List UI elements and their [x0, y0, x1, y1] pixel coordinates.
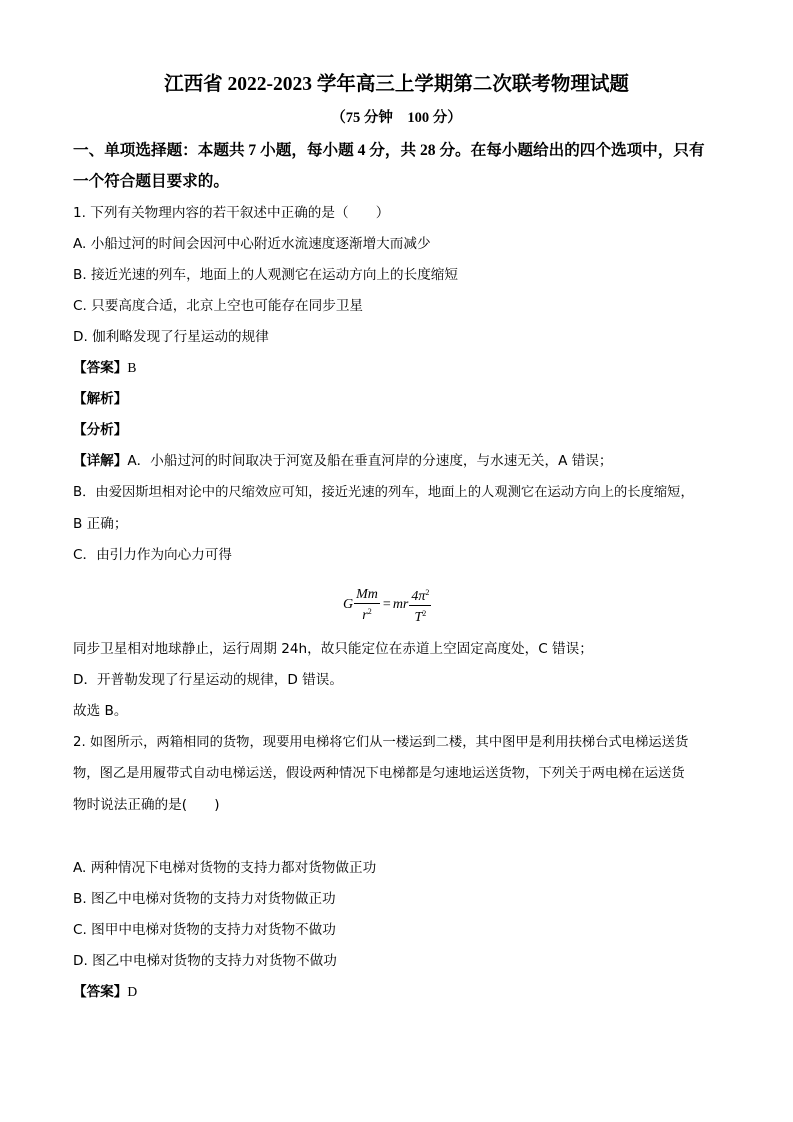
q2-option-d: D. 图乙中电梯对货物的支持力对货物不做功 — [73, 953, 337, 969]
formula-mr: mr — [392, 597, 409, 612]
q1-detail-b-line-2: B 正确； — [73, 516, 128, 532]
q1-option-d: D. 伽利略发现了行星运动的规律 — [73, 329, 269, 345]
formula-num-2: $4\pi^2$ — [409, 585, 431, 606]
q1-detail-tag: 【详解】 — [73, 453, 128, 469]
formula-den-1: $r^2$ — [362, 606, 372, 623]
q2-stem-line-3: 物时说法正确的是( ) — [73, 797, 220, 813]
q1-after-formula: 同步卫星相对地球静止，运行周期 24h，故只能定位在赤道上空固定高度处，C 错误； — [73, 641, 593, 657]
formula-den-2: $T^2$ — [414, 608, 427, 625]
q1-jiexi-tag: 【解析】 — [73, 391, 128, 407]
page-subtitle: （75 分钟 100 分） — [331, 110, 462, 126]
formula-num-1: Mm — [356, 586, 378, 602]
q1-option-b: B. 接近光速的列车，地面上的人观测它在运动方向上的长度缩短 — [73, 267, 458, 283]
q1-answer-tag: 【答案】 — [73, 360, 128, 376]
page-title: 江西省 2022-2023 学年高三上学期第二次联考物理试题 — [164, 74, 629, 95]
q1-detail-a-text: A．小船过河的时间取决于河宽及船在垂直河岸的分速度，与水速无关，A 错误； — [127, 453, 613, 469]
formula-equals: = — [382, 597, 391, 612]
q2-option-c: C. 图甲中电梯对货物的支持力对货物不做功 — [73, 922, 336, 938]
section-heading-line-1: 一、单项选择题：本题共 7 小题，每小题 4 分，共 28 分。在每小题给出的四个选项中，只有 — [73, 142, 705, 159]
q1-answer — [73, 359, 136, 377]
q1-option-a: A. 小船过河的时间会因河中心附近水流速度逐渐增大而减少 — [73, 236, 431, 252]
q2-answer — [73, 983, 137, 1001]
q1-conclusion: 故选 B。 — [73, 703, 128, 719]
section-heading-line-2: 一个符合题目要求的。 — [73, 173, 229, 190]
gravitation-formula — [343, 585, 432, 625]
q2-stem-line-2: 物，图乙是用履带式自动电梯运送，假设两种情况下电梯都是匀速地运送货物，下列关于两电梯在运送货 — [73, 766, 685, 781]
q1-detail-d: D．开普勒发现了行星运动的规律，D 错误。 — [73, 672, 343, 688]
q2-answer-value: D — [127, 984, 138, 999]
q2-option-b: B. 图乙中电梯对货物的支持力对货物做正功 — [73, 891, 336, 907]
q1-stem: 1. 下列有关物理内容的若干叙述中正确的是（ ） — [73, 205, 390, 221]
q1-detail-c: C．由引力作为向心力可得 — [73, 547, 233, 563]
q1-detail-a — [73, 452, 612, 470]
q2-stem-line-1: 2. 如图所示，两箱相同的货物，现要用电梯将它们从一楼运到二楼，其中图甲是利用扶梯台式电梯运送货 — [73, 735, 689, 750]
formula-g: G — [343, 597, 354, 612]
formula-fraction-1 — [354, 587, 380, 624]
q2-option-a: A. 两种情况下电梯对货物的支持力都对货物做正功 — [73, 860, 377, 876]
q1-detail-b-line-1: B．由爱因斯坦相对论中的尺缩效应可知，接近光速的列车，地面上的人观测它在运动方向上的长度缩短， — [73, 485, 694, 500]
formula-fraction-2 — [409, 585, 431, 626]
q1-option-c: C. 只要高度合适，北京上空也可能存在同步卫星 — [73, 298, 364, 314]
q1-fenxi-tag: 【分析】 — [73, 422, 128, 438]
q2-answer-tag: 【答案】 — [73, 984, 128, 1000]
q1-answer-value: B — [127, 360, 137, 375]
